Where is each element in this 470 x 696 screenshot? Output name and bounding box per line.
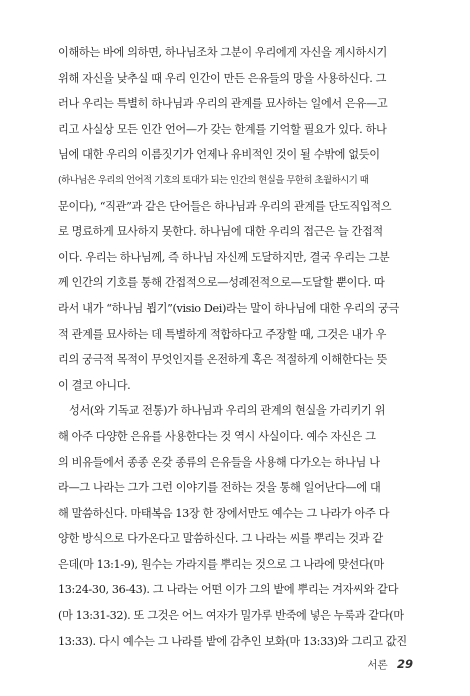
text-line: 양한 방식으로 다가온다고 말씀하신다. 그 나라는 씨를 뿌리는 것과 같 — [58, 532, 383, 546]
text-line: 성서(와 기독교 전통)가 하나님과 우리의 관계의 현실을 가리키기 위 — [69, 404, 386, 418]
text-line: (하나님은 우리의 언어적 기호의 토대가 되는 인간의 현실을 무한히 초월하시기 때 — [58, 174, 369, 186]
text-line: 로 명료하게 묘사하지 못한다. 하나님에 대한 우리의 접근은 늘 간접적 — [58, 225, 383, 239]
text-line: (마 13:31-32). 또 그것은 어느 여자가 밀가루 반죽에 넣은 누룩과 같다(마 — [58, 609, 404, 623]
text-line: 께 인간의 기호를 통해 간접적으로—성례전적으로—도달할 뿐이다. 따 — [58, 276, 385, 290]
text-line: 13:33). 다시 예수는 그 나라를 밭에 감추인 보화(마 13:33)와 그리고 값진 — [58, 634, 407, 648]
text-line: 리의 궁극적 목적이 무엇인지를 온전하게 혹은 적절하게 이해한다는 뜻 — [58, 353, 387, 367]
text-line: 리고 사실상 모든 인간 언어—가 갖는 한계를 기억할 필요가 있다. 하나 — [58, 122, 387, 136]
paragraph-1 — [58, 40, 420, 398]
text-line: 님에 대한 우리의 이름짓기가 언제나 유비적인 것이 될 수밖에 없듯이 — [58, 148, 380, 162]
text-line: 적 관계를 묘사하는 데 특별하게 적합하다고 주장할 때, 그것은 내가 우 — [58, 327, 387, 341]
text-line: 위해 자신을 낮추실 때 우리 인간이 만든 은유들의 망을 사용하신다. 그 — [58, 71, 387, 85]
text-line: 의 비유들에서 종종 온갖 종류의 은유들을 사용해 다가오는 하나님 나 — [58, 455, 380, 469]
text-line: 해 말씀하신다. 마태복음 13장 한 장에서만도 예수는 그 나라가 아주 다 — [58, 506, 390, 520]
text-line: 이해하는 바에 의하면, 하나님조차 그분이 우리에게 자신을 계시하시기 — [58, 46, 387, 59]
text-line: 해 아주 다양한 은유를 사용한다는 것 역시 사실이다. 예수 자신은 그 — [58, 429, 376, 443]
text-line: 13:24-30, 36-43). 그 나라는 어떤 이가 그의 밭에 뿌리는 겨자씨와 같다 — [58, 583, 399, 597]
text-line: 문이다), “직관”과 같은 단어들은 하나님과 우리의 관계를 단도직입적으 — [58, 199, 392, 213]
running-footer-label: 서론 — [367, 659, 388, 671]
text-line: 이 결코 아니다. — [58, 378, 131, 392]
page-footer — [367, 657, 413, 672]
text-line: 러나 우리는 특별히 하나님과 우리의 관계를 묘사하는 일에서 은유—고 — [58, 97, 388, 111]
text-line: 이다. 우리는 하나님께, 즉 하나님 자신께 도달하지만, 결국 우리는 그분 — [58, 250, 390, 264]
page-number: 29 — [396, 657, 413, 671]
text-line: 라서 내가 “하나님 뵙기”(visio Dei)라는 말이 하나님에 대한 우리의 궁극 — [58, 301, 399, 315]
paragraph-2 — [58, 398, 420, 654]
text-line: 라—그 나라는 그가 그런 이야기를 전하는 것을 통해 일어난다—에 대 — [58, 481, 381, 495]
page-body — [58, 40, 420, 654]
text-line: 은데(마 13:1-9), 원수는 가라지를 뿌리는 것으로 그 나라에 맞선다(마 — [58, 557, 384, 571]
